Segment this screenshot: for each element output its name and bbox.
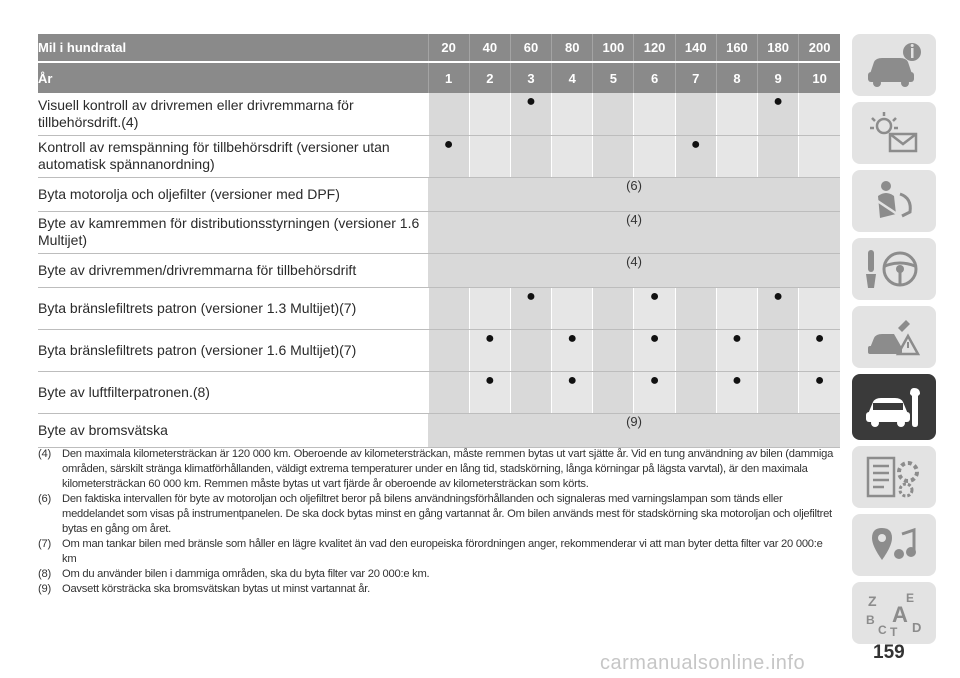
footnote	[38, 492, 838, 537]
interval-cell	[552, 93, 593, 135]
footnotes	[38, 447, 838, 597]
header-distance-value: 180	[758, 34, 799, 62]
interval-cell	[716, 93, 757, 135]
table-row	[38, 287, 840, 329]
header-year-value: 5	[593, 62, 634, 93]
interval-cell	[716, 287, 757, 329]
svg-text:D: D	[912, 620, 922, 635]
service-dot: ●	[567, 329, 578, 347]
table-row	[38, 177, 840, 211]
footnote	[38, 567, 838, 582]
header-row-years	[38, 62, 840, 93]
interval-cell	[593, 371, 634, 413]
header-years-label: År	[38, 62, 428, 93]
footnote-text: Oavsett körsträcka ska bromsvätskan bytas ut minst vartannat år.	[62, 583, 370, 595]
interval-note-cell: (4)	[428, 253, 840, 287]
interval-cell	[469, 329, 510, 371]
header-distance-label: Mil i hundratal	[38, 34, 428, 62]
interval-cell	[716, 329, 757, 371]
chapter-tab-technical-data[interactable]	[852, 446, 936, 508]
interval-cell	[758, 287, 799, 329]
watermark: carmanualsonline.info	[600, 652, 806, 674]
chapter-tab-starting-driving[interactable]	[852, 238, 936, 300]
interval-note-cell: (6)	[428, 177, 840, 211]
table-row	[38, 253, 840, 287]
interval-cell	[716, 135, 757, 177]
row-label: Byta bränslefiltrets patron (versioner 1.3 Multijet)(7)	[38, 287, 428, 329]
chapter-tab-index[interactable]	[852, 582, 936, 644]
interval-cell	[634, 287, 675, 329]
service-dot: ●	[484, 329, 495, 347]
table-row	[38, 93, 840, 135]
service-dot: ●	[484, 371, 495, 389]
footnote	[38, 582, 838, 597]
header-distance-value: 200	[799, 34, 840, 62]
interval-cell	[634, 93, 675, 135]
interval-cell	[799, 135, 840, 177]
chapter-tab-maintenance[interactable]	[852, 374, 936, 440]
interval-cell	[469, 135, 510, 177]
chapter-tab-multimedia[interactable]	[852, 514, 936, 576]
table-row	[38, 135, 840, 177]
service-dot: ●	[526, 93, 536, 110]
warning-lights-icon	[862, 108, 926, 158]
footnote-text: Den faktiska intervallen för byte av motoroljan och oljefiltret beror på bilens användningsförhållanden och signaleras med varningslampan som tänds eller meddelandet som visas på instrumentpanelen. De ska dock bytas minst en gång vartannat år. Om bilen används mest för stadskörning ska motoroljan och oljefiltret bytas en gång om året.	[62, 493, 832, 535]
interval-cell	[716, 371, 757, 413]
chapter-tab-car-info[interactable]	[852, 34, 936, 96]
header-distance-value: 100	[593, 34, 634, 62]
interval-cell	[552, 287, 593, 329]
header-year-value: 6	[634, 62, 675, 93]
header-year-value: 4	[552, 62, 593, 93]
chapter-tab-emergency[interactable]	[852, 306, 936, 368]
header-distance-value: 80	[552, 34, 593, 62]
interval-cell	[799, 329, 840, 371]
interval-cell	[799, 287, 840, 329]
interval-cell	[510, 287, 551, 329]
footnote-text: Om man tankar bilen med bränsle som håller en lägre kvalitet än vad den europeiska förordningen anger, rekommenderar vi att man byter detta filter var 20 000:e km	[62, 538, 823, 565]
header-distance-value: 160	[716, 34, 757, 62]
interval-cell	[634, 371, 675, 413]
technical-data-icon	[862, 452, 926, 502]
chapter-sidebar	[852, 34, 936, 650]
safety-airbag-icon	[862, 176, 926, 226]
service-dot: ●	[732, 329, 742, 347]
service-dot: ●	[526, 287, 536, 305]
emergency-icon	[862, 312, 926, 362]
svg-text:C: C	[878, 623, 887, 637]
service-dot: ●	[773, 287, 783, 305]
interval-cell	[799, 371, 840, 413]
interval-note-cell: (4)	[428, 211, 840, 253]
row-label: Visuell kontroll av drivremen eller drivremmarna för tillbehörsdrift.(4)	[38, 93, 428, 135]
interval-cell	[758, 93, 799, 135]
interval-cell	[428, 371, 469, 413]
footnote	[38, 537, 838, 567]
footnote-number: (4)	[38, 448, 51, 460]
footnote-text: Om du använder bilen i dammiga områden, ska du byta filter var 20 000:e km.	[62, 568, 430, 580]
interval-cell	[510, 329, 551, 371]
interval-cell	[758, 371, 799, 413]
interval-cell	[593, 93, 634, 135]
row-label: Byta bränslefiltrets patron (versioner 1.6 Multijet)(7)	[38, 329, 428, 371]
interval-cell	[428, 287, 469, 329]
footnote-number: (8)	[38, 568, 51, 580]
interval-cell	[552, 329, 593, 371]
table-row	[38, 413, 840, 447]
multimedia-icon	[862, 520, 926, 570]
header-distance-value: 140	[675, 34, 716, 62]
interval-cell	[510, 371, 551, 413]
header-year-value: 1	[428, 62, 469, 93]
svg-text:Z: Z	[868, 593, 877, 609]
header-year-value: 2	[469, 62, 510, 93]
row-label: Byte av bromsvätska	[38, 413, 428, 447]
interval-cell	[675, 329, 716, 371]
header-row-distance	[38, 34, 840, 62]
steering-wheel-icon	[862, 244, 926, 294]
alphabetical-index-icon	[862, 588, 926, 638]
page-number: 159	[873, 642, 905, 663]
car-maintenance-icon	[862, 382, 926, 432]
chapter-tab-warning-lights[interactable]	[852, 102, 936, 164]
interval-cell	[593, 135, 634, 177]
service-dot: ●	[732, 371, 742, 389]
header-distance-value: 60	[510, 34, 551, 62]
car-info-icon	[862, 40, 926, 90]
service-dot: ●	[690, 135, 701, 153]
interval-cell	[469, 287, 510, 329]
svg-text:T: T	[890, 625, 898, 638]
footnote-number: (9)	[38, 583, 51, 595]
interval-cell	[758, 329, 799, 371]
interval-cell	[428, 93, 469, 135]
svg-text:E: E	[906, 591, 915, 605]
interval-cell	[552, 135, 593, 177]
interval-cell	[799, 93, 840, 135]
interval-cell	[469, 371, 510, 413]
header-distance-value: 40	[469, 34, 510, 62]
footnote-number: (7)	[38, 538, 51, 550]
chapter-tab-safety[interactable]	[852, 170, 936, 232]
service-dot: ●	[814, 371, 825, 389]
row-label: Byte av kamremmen för distributionsstyrningen (versioner 1.6 Multijet)	[38, 211, 428, 253]
interval-cell	[634, 135, 675, 177]
row-label: Byte av drivremmen/drivremmarna för tillbehörsdrift	[38, 253, 428, 287]
interval-cell	[758, 135, 799, 177]
svg-text:A: A	[892, 602, 908, 627]
interval-cell	[510, 93, 551, 135]
interval-cell	[634, 329, 675, 371]
service-dot: ●	[443, 135, 454, 153]
header-year-value: 9	[758, 62, 799, 93]
interval-cell	[675, 371, 716, 413]
service-dot: ●	[649, 329, 660, 347]
row-label: Byte av luftfilterpatronen.(8)	[38, 371, 428, 413]
interval-cell	[593, 329, 634, 371]
interval-cell	[428, 135, 469, 177]
interval-cell	[675, 93, 716, 135]
row-label: Kontroll av remspänning för tillbehörsdrift (versioner utan automatisk spännanordning)	[38, 135, 428, 177]
interval-cell	[593, 287, 634, 329]
svg-text:B: B	[866, 613, 875, 627]
header-distance-value: 120	[634, 34, 675, 62]
service-dot: ●	[773, 93, 783, 110]
interval-cell	[428, 329, 469, 371]
service-dot: ●	[814, 329, 825, 347]
interval-cell	[675, 287, 716, 329]
table-body	[38, 93, 840, 447]
service-dot: ●	[649, 287, 660, 305]
header-distance-value: 20	[428, 34, 469, 62]
row-label: Byta motorolja och oljefilter (versioner med DPF)	[38, 177, 428, 211]
interval-cell	[510, 135, 551, 177]
service-dot: ●	[649, 371, 660, 389]
interval-cell	[675, 135, 716, 177]
table-row	[38, 211, 840, 253]
header-year-value: 7	[675, 62, 716, 93]
service-dot: ●	[567, 371, 578, 389]
footnote-number: (6)	[38, 493, 51, 505]
header-year-value: 8	[716, 62, 757, 93]
interval-note-cell: (9)	[428, 413, 840, 447]
interval-cell	[552, 371, 593, 413]
header-year-value: 10	[799, 62, 840, 93]
maintenance-schedule-table	[38, 34, 840, 448]
footnote-text: Den maximala kilometersträckan är 120 000 km. Oberoende av kilometersträckan, måste remmen bytas ut vart sjätte år. Vid en tung användning av bilen (dammiga områden, särskilt stränga klimatförhållanden, väldigt extrema temperaturer under en lång tid, stadskörning, långa körningar på lägsta varvtal), är den maximala kilometersträckan 60 000 km. Remmen måste bytas ut vart fjärde år oberoende av kilometersträckan som körts.	[62, 448, 834, 490]
header-year-value: 3	[510, 62, 551, 93]
interval-cell	[469, 93, 510, 135]
table-row	[38, 329, 840, 371]
table-row	[38, 371, 840, 413]
footnote	[38, 447, 838, 492]
